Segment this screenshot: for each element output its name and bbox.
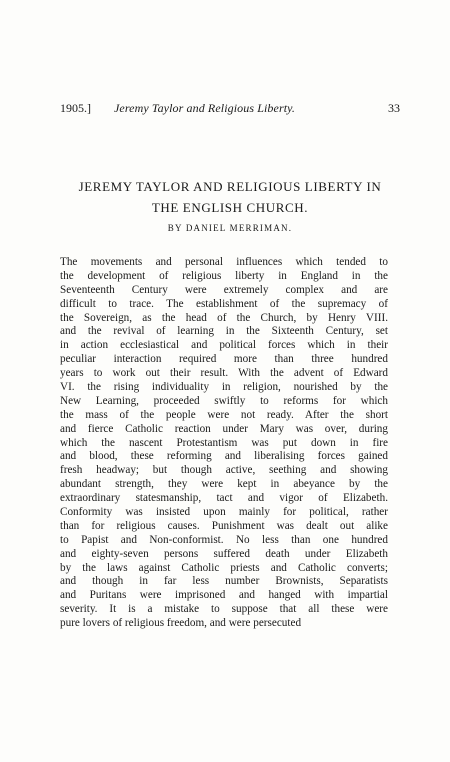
body-line: difficult to trace. The establishment of the supremacy of: [60, 297, 388, 310]
body-line: New Learning, proceeded swiftly to reforms for which: [60, 394, 388, 407]
running-head-title: Jeremy Taylor and Religious Liberty.: [114, 101, 296, 115]
body-line: and Puritans were imprisoned and hanged with impartial: [60, 589, 388, 602]
body-line: peculiar interaction required more than three hundred: [60, 353, 388, 366]
body-line: and the revival of learning in the Sixteenth Century, set: [60, 325, 388, 338]
body-line: fresh headway; but though active, seething and showing: [60, 464, 388, 477]
running-head-year: 1905.]: [60, 101, 91, 115]
article-title-line-1: JEREMY TAYLOR AND RELIGIOUS LIBERTY IN: [78, 179, 382, 194]
body-line: in action ecclesiastical and political forces which in their: [60, 339, 388, 352]
body-line: years to work out their result. With the advent of Edward: [60, 367, 388, 380]
body-line: Seventeenth Century were extremely complex and are: [60, 283, 388, 296]
body-line: to Papist and Non-conformist. No less than one hundred: [60, 533, 388, 546]
running-head: [60, 100, 400, 116]
article-title: [60, 176, 400, 218]
body-line: by the laws against Catholic priests and Catholic converts;: [60, 561, 388, 574]
body-line: and though in far less number Brownists, Separatists: [60, 575, 388, 588]
body-line: abundant strength, they were kept in abeyance by the: [60, 478, 388, 491]
body-line: and fierce Catholic reaction under Mary was over, during: [60, 422, 388, 435]
body-line: The movements and personal influences which tended to: [60, 256, 388, 268]
author-byline: BY DANIEL MERRIMAN.: [167, 223, 293, 233]
body-line: and eighty-seven persons suffered death under Elizabeth: [60, 547, 388, 560]
body-line: and blood, these reforming and liberalising forces gained: [60, 450, 388, 463]
body-line: VI. the rising individuality in religion, nourished by the: [60, 381, 388, 394]
body-line: the mass of the people were not ready. After the short: [60, 408, 388, 421]
body-line: the Sovereign, as the head of the Church, by Henry VIII.: [60, 311, 388, 324]
body-line: severity. It is a mistake to suppose that all these were: [60, 603, 388, 616]
page-number: 33: [388, 101, 400, 115]
body-line: extraordinary statesmanship, tact and vigor of Elizabeth.: [60, 492, 388, 505]
body-line: than for religious causes. Punishment was dealt out alike: [60, 519, 388, 532]
body-text: [60, 256, 388, 631]
body-line: which the nascent Protestantism was put down in fire: [60, 436, 388, 449]
body-line: Conformity was insisted upon mainly for political, rather: [60, 506, 388, 519]
body-line: pure lovers of religious freedom, and were persecuted: [60, 617, 302, 630]
body-line: the development of religious liberty in England in the: [60, 269, 388, 282]
article-title-line-2: THE ENGLISH CHURCH.: [151, 200, 309, 215]
